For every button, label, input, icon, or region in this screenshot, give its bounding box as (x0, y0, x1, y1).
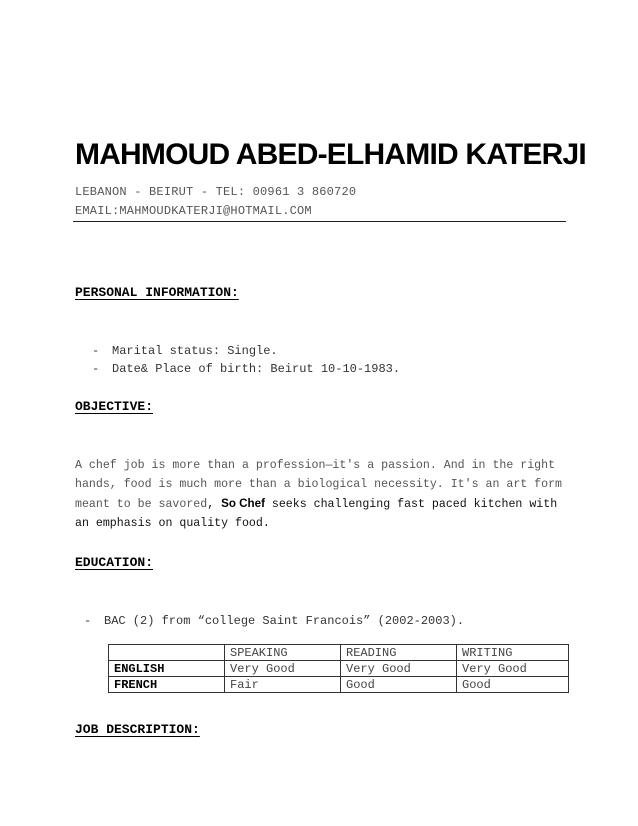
speaking-level: Fair (225, 677, 341, 693)
reading-level: Very Good (341, 661, 457, 677)
education-item (84, 614, 464, 628)
contact-email: EMAIL:MAHMOUDKATERJI@HOTMAIL.COM (75, 204, 312, 218)
header-divider (73, 221, 566, 222)
bullet-dash: - (92, 344, 100, 358)
objective-text-part1: A chef job is more than a profession—it's a passion. And in the right hands, food is much more than a biological necessity. It's an art form meant to be savored (75, 459, 563, 511)
table-row (109, 661, 569, 677)
list-item (92, 342, 400, 360)
writing-level: Good (457, 677, 569, 693)
bullet-dash: - (84, 614, 92, 628)
education-heading: EDUCATION: (75, 555, 154, 570)
objective-text (75, 456, 567, 533)
candidate-name: MAHMOUD ABED-ELHAMID KATERJI (75, 138, 586, 171)
objective-comma: , (207, 498, 222, 511)
education-text: BAC (2) from “college Saint Francois” (2002-2003). (104, 614, 465, 628)
contact-address-phone: LEBANON - BEIRUT - TEL: 00961 3 860720 (75, 185, 357, 199)
list-item (92, 360, 400, 378)
column-header-speaking: SPEAKING (225, 645, 341, 661)
column-header-writing: WRITING (457, 645, 569, 661)
column-header-reading: READING (341, 645, 457, 661)
job-description-heading: JOB DESCRIPTION: (75, 722, 200, 737)
language-skills-table (108, 644, 569, 693)
birth-info: Date& Place of birth: Beirut 10-10-1983. (112, 362, 401, 376)
objective-bold: So Chef (221, 497, 265, 510)
bullet-dash: - (92, 362, 100, 376)
language-name: ENGLISH (109, 661, 225, 677)
personal-info-heading: PERSONAL INFORMATION: (75, 285, 239, 300)
table-row (109, 677, 569, 693)
objective-heading: OBJECTIVE: (75, 399, 154, 414)
language-name: FRENCH (109, 677, 225, 693)
table-header-row (109, 645, 569, 661)
writing-level: Very Good (457, 661, 569, 677)
table-corner-cell (109, 645, 225, 661)
reading-level: Good (341, 677, 457, 693)
speaking-level: Very Good (225, 661, 341, 677)
personal-info-list (92, 342, 400, 378)
marital-status: Marital status: Single. (112, 344, 278, 358)
objective-text-part2: seeks challenging fast paced kitchen with an emphasis on quality food. (75, 498, 558, 530)
